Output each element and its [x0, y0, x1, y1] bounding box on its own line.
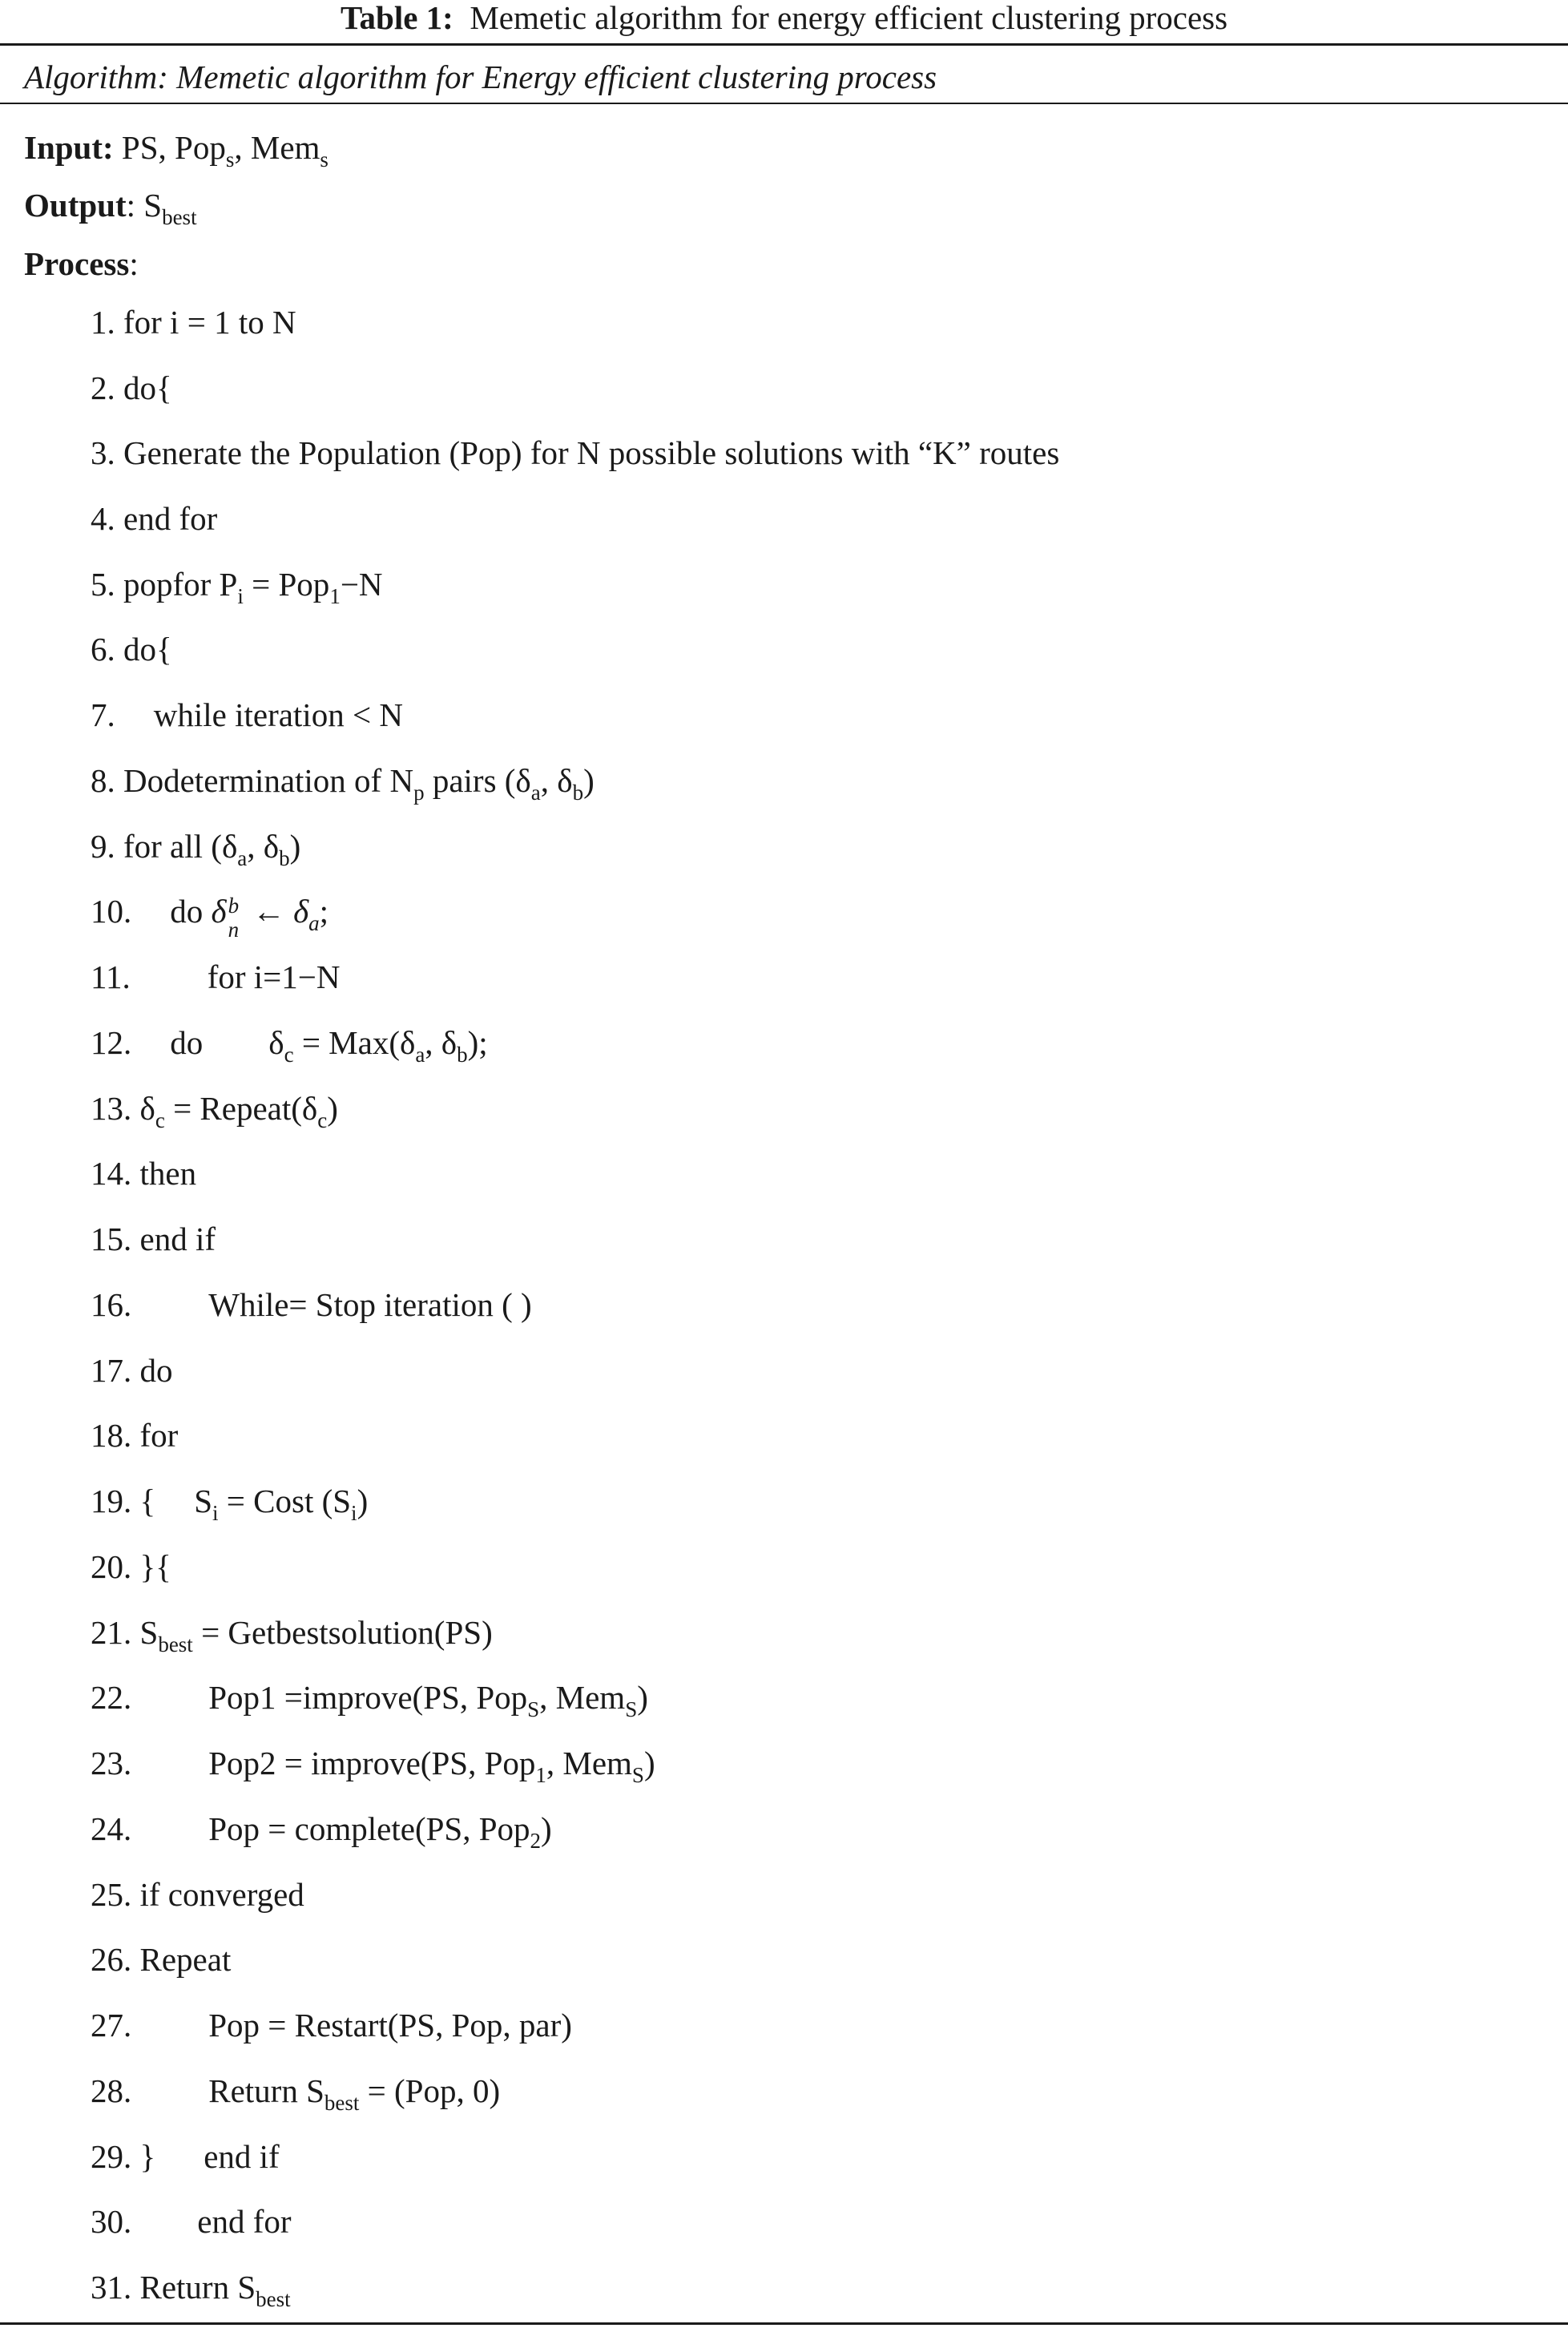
- table-caption: [0, 0, 1568, 43]
- step-11: 11. for i=1−N: [91, 958, 341, 995]
- step-6: 6. do{: [91, 631, 172, 668]
- output-s-sub: best: [162, 205, 197, 229]
- process-line: [24, 246, 139, 281]
- algorithm-title: Algorithm: Memetic algorithm for Energy efficient clustering process: [24, 59, 937, 95]
- step-15: 15. end if: [91, 1220, 216, 1257]
- step-23: 23. Pop2 = improve(PS, Pop$_1$, Mem$_S$): [91, 1745, 655, 1787]
- caption-label: Table 1:: [340, 0, 453, 36]
- header-rule: [0, 103, 1568, 104]
- input-mem: , Mem: [234, 129, 320, 166]
- input-pop: Pop: [175, 129, 226, 166]
- step-13: 13. $\delta_c$ = $Repeat(\delta_c)$: [91, 1090, 338, 1132]
- step-22: 22. Pop1 =improve(PS, Pop$_S$, Mem$_S$): [91, 1679, 648, 1721]
- step-24: 24. Pop = complete(PS, Pop$_2$): [91, 1810, 552, 1853]
- step-25: 25. if converged: [91, 1876, 304, 1913]
- input-label: Input:: [24, 129, 114, 166]
- caption-title: Memetic algorithm for energy efficient clustering process: [470, 0, 1228, 36]
- output-label: Output: [24, 187, 127, 224]
- step-28: 28. Return $S_{best} = (Pop$, 0): [91, 2072, 501, 2115]
- process-colon: :: [129, 245, 139, 282]
- step-1: 1. for i = 1 to N: [91, 304, 296, 341]
- step-3: 3. Generate the Population (Pop) for N possible solutions with “K” routes: [91, 434, 1060, 471]
- step-30: 30. end for: [91, 2203, 292, 2240]
- output-colon: :: [126, 187, 136, 224]
- step-16: 16. While= Stop iteration ( ): [91, 1286, 532, 1323]
- step-5: 5. popfor $P_i = Pop_1-N$: [91, 566, 383, 608]
- output-s: S: [143, 187, 163, 224]
- step-18: 18. for: [91, 1417, 179, 1454]
- process-label: Process: [24, 245, 130, 282]
- step-12: 12. do $\delta_c = Max(\delta_a$, $\delta_b$);: [91, 1024, 488, 1067]
- output-line: [24, 187, 197, 229]
- step-17: 17. do: [91, 1352, 173, 1389]
- input-pop-sub: s: [225, 147, 235, 171]
- step-2: 2. do{: [91, 369, 172, 406]
- top-rule: [0, 43, 1568, 46]
- step-29: 29. } end if: [91, 2138, 280, 2175]
- step-31: 31. Return $S_{best}$: [91, 2269, 291, 2311]
- step-10: 10. do δ b n ← $\delta_a$;: [91, 893, 329, 942]
- step-26: 26. Repeat: [91, 1941, 232, 1978]
- step-4: 4. end for: [91, 500, 218, 537]
- input-line: [24, 129, 329, 171]
- input-ps: PS,: [121, 129, 167, 166]
- step-7: 7. while iteration < N: [91, 696, 403, 733]
- step-20: 20. }{: [91, 1548, 171, 1585]
- step-9: 9. for all ($\delta_a$, $\delta_b$): [91, 828, 301, 870]
- step-8: 8. Dodetermination of $N_p$ pairs ($\delta_a$, $\delta_b$): [91, 762, 595, 805]
- input-mem-sub: s: [320, 147, 329, 171]
- step-14: 14. then: [91, 1155, 197, 1192]
- step-19: 19. { $S_i$ = Cost $(S_i)$: [91, 1483, 369, 1525]
- step-21: 21. $S_{best}$ = Getbestsolution(PS): [91, 1614, 493, 1656]
- step-27: 27. Pop = Restart(PS, Pop, par): [91, 2007, 572, 2044]
- bottom-rule: [0, 2322, 1568, 2325]
